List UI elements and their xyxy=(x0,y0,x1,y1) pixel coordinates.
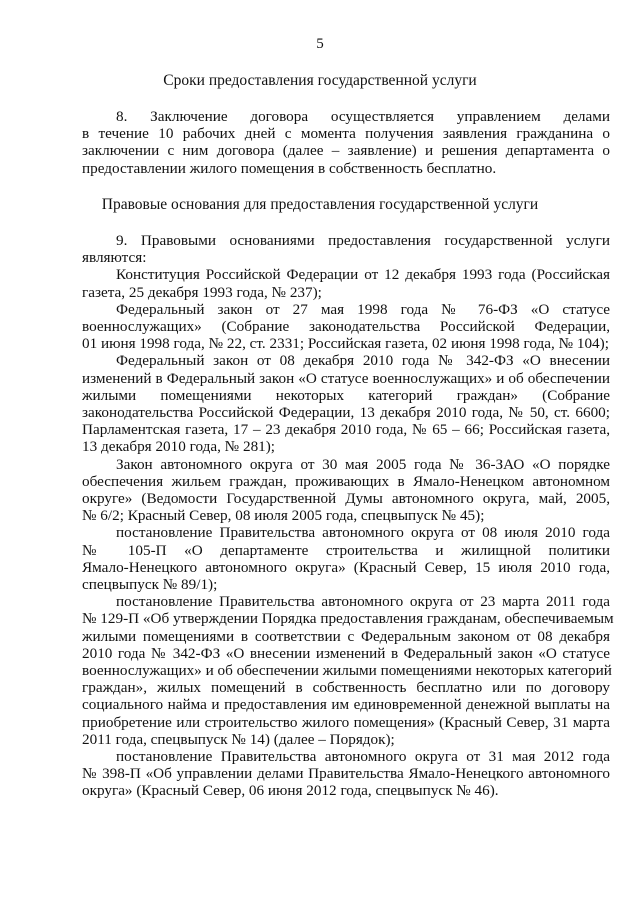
item-decree-129p xyxy=(82,593,614,748)
text-line: Федеральный закон от 08 декабря 2010 года № 342-ФЗ «О внесении xyxy=(116,352,610,370)
text-line: округе» (Ведомости Государственной Думы автономного округа, май, 2005, xyxy=(82,489,610,507)
text-line: Парламентская газета, 17 – 23 декабря 2010 года, № 65 – 66; Российская газета, xyxy=(82,421,610,439)
text-line: военнослужащих» (Собрание законодательства Российской Федерации, xyxy=(82,317,610,335)
text-line: граждан», жилых помещений в собственность бесплатно или по договору xyxy=(82,679,610,697)
section-heading-legal-grounds: Правовые основания для предоставления государственной услуги xyxy=(101,196,539,213)
text-line: газета, 25 декабря 1993 года, № 237); xyxy=(82,283,322,301)
item-federal-law-76 xyxy=(82,301,610,353)
paragraph-9 xyxy=(82,232,610,266)
text-line: обеспечения жильем граждан, проживающих в Ямало-Ненецком автономном xyxy=(82,472,610,490)
text-line: Ямало-Ненецкого автономного округа» (Красный Север, 15 июля 2010 года, xyxy=(82,558,610,576)
text-line: № 398-П «Об управлении делами Правительства Ямало-Ненецкого автономного xyxy=(82,765,610,783)
text-line: постановление Правительства автономного округа от 08 июля 2010 года xyxy=(116,524,610,542)
section-heading-terms: Сроки предоставления государственной услуги xyxy=(163,72,477,89)
text-line: жилыми помещениями в соответствии с Федеральным законом от 08 декабря xyxy=(82,627,610,645)
text-line: 2010 года № 342-ФЗ «О внесении изменений в Федеральный закон «О статусе xyxy=(82,644,610,662)
text-line: 8. Заключение договора осуществляется управлением делами xyxy=(116,108,610,125)
item-decree-105p xyxy=(82,524,610,593)
text-line: постановление Правительства автономного округа от 23 марта 2011 года xyxy=(116,593,610,611)
text-line: Конституция Российской Федерации от 12 декабря 1993 года (Российская xyxy=(116,266,610,284)
item-regional-law-36zao xyxy=(82,456,610,525)
text-line: заключении с ним договора (далее – заявление) и решения департамента о xyxy=(82,142,610,160)
item-decree-398p xyxy=(82,748,610,800)
text-line: в течение 10 рабочих дней с момента получения заявления гражданина о xyxy=(82,125,610,143)
page-number: 5 xyxy=(316,36,324,52)
text-line: округа» (Красный Север, 06 июня 2012 года, спецвыпуск № 46). xyxy=(82,782,499,800)
text-line: спецвыпуск № 89/1); xyxy=(82,575,218,593)
text-line: социального найма и предоставления им единовременной денежной выплаты на xyxy=(82,696,610,714)
text-line: № 105-П «О департаменте строительства и жилищной политики xyxy=(82,541,610,559)
text-line: военнослужащих» и об обеспечении жилыми помещениями некоторых категорий xyxy=(82,661,612,679)
text-line: 9. Правовыми основаниями предоставления государственной услуги xyxy=(116,232,610,249)
text-line: приобретение или строительство жилого помещения» (Красный Север, 31 марта xyxy=(82,713,610,731)
text-line: № 6/2; Красный Север, 08 июля 2005 года, спецвыпуск № 45); xyxy=(82,507,485,525)
item-federal-law-342 xyxy=(82,352,610,455)
paragraph-8 xyxy=(82,108,610,177)
text-line: № 129-П «Об утверждении Порядка предоставления гражданам, обеспечиваемым xyxy=(82,610,614,628)
text-line: 01 июня 1998 года, № 22, ст. 2331; Российская газета, 02 июня 1998 года, № 104); xyxy=(82,335,609,353)
text-line: Закон автономного округа от 30 мая 2005 года № 36-ЗАО «О порядке xyxy=(116,455,610,473)
text-line: жилыми помещениями некоторых категорий граждан» (Собрание xyxy=(82,386,610,404)
text-line: являются: xyxy=(82,249,147,267)
text-line: законодательства Российской Федерации, 13 декабря 2010 года, № 50, ст. 6600; xyxy=(82,403,610,421)
text-line: постановление Правительства автономного округа от 31 мая 2012 года xyxy=(116,748,610,765)
text-line: предоставлении жилого помещения в собственность бесплатно. xyxy=(82,159,497,177)
text-line: 13 декабря 2010 года, № 281); xyxy=(82,438,276,456)
text-line: Федеральный закон от 27 мая 1998 года № 76-ФЗ «О статусе xyxy=(116,300,610,318)
text-line: изменений в Федеральный закон «О статусе военнослужащих» и об обеспечении xyxy=(82,369,610,387)
text-line: 2011 года, спецвыпуск № 14) (далее – Порядок); xyxy=(82,730,395,748)
item-constitution xyxy=(82,266,610,300)
